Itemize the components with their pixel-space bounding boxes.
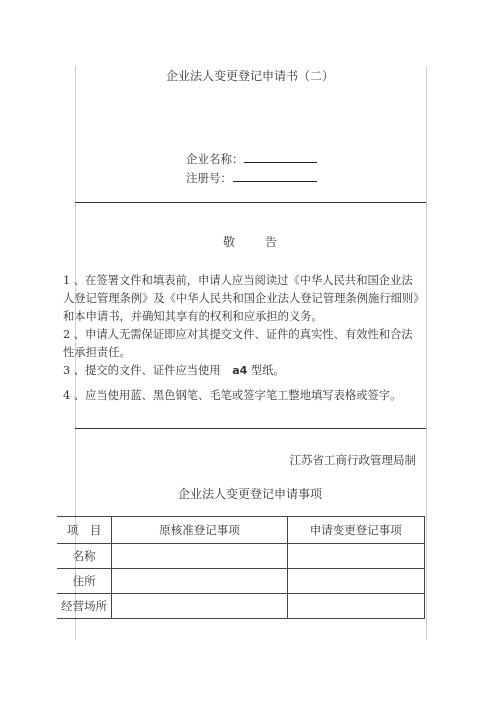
row-label-business-place: 经营场所 [57,594,112,619]
notice-item-3-text: 3 、提交的文件、证件应当使用 [63,364,221,377]
notice-item-4: 4 、应当使用蓝、黑色钢笔、毛笔或签字笔工整地填写表格或签字。 [63,389,402,402]
header-change: 申请变更登记事项 [287,517,424,544]
notice-item-3-tail: 型纸。 [250,364,285,377]
company-name-label: 企业名称： [186,152,244,166]
notice-title-a: 敬 [222,235,235,249]
table-row [57,544,425,569]
notice-title [0,233,500,250]
reg-no-label: 注册号： [186,171,232,185]
notice-item-1: 1 、在签署文件和填表前，申请人应当阅读过《中华人民共和国企业法人登记管理条例》及《中华人民共和国企业法人登记管理条例施行细则》和本申请书，并确知其享有的权利和应承担的义务。 [63,274,419,323]
table-row [57,569,425,594]
table-row [57,594,425,619]
notice-item-3-a4: a4 [232,364,248,377]
divider-top [75,202,426,203]
table-header-row [57,517,425,544]
notice-title-b: 告 [265,235,278,249]
notice-item-2: 2 、申请人无需保证即应对其提交文件、证件的真实性、有效性和合法性承担责任。 [63,328,413,359]
company-name-field[interactable] [244,150,317,163]
cell-change-business-place[interactable] [287,594,424,619]
cell-change-name[interactable] [287,544,424,569]
header-original: 原核准登记事项 [112,517,287,544]
cell-original-business-place[interactable] [112,594,287,619]
row-label-address: 住所 [57,569,112,594]
table-title: 企业法人变更登记申请事项 [177,487,322,501]
notice-item-3 [63,362,423,380]
cell-change-address[interactable] [287,569,424,594]
change-items-table [57,516,425,619]
cell-original-address[interactable] [112,569,287,594]
row-label-name: 名称 [57,544,112,569]
reg-no-field[interactable] [233,169,317,182]
cell-original-name[interactable] [112,544,287,569]
form-title: 企业法人变更登记申请书（二） [165,69,334,83]
issuer-text: 江苏省工商行政管理局制 [289,453,416,467]
header-item: 项 目 [57,517,112,544]
divider-mid [75,428,426,429]
